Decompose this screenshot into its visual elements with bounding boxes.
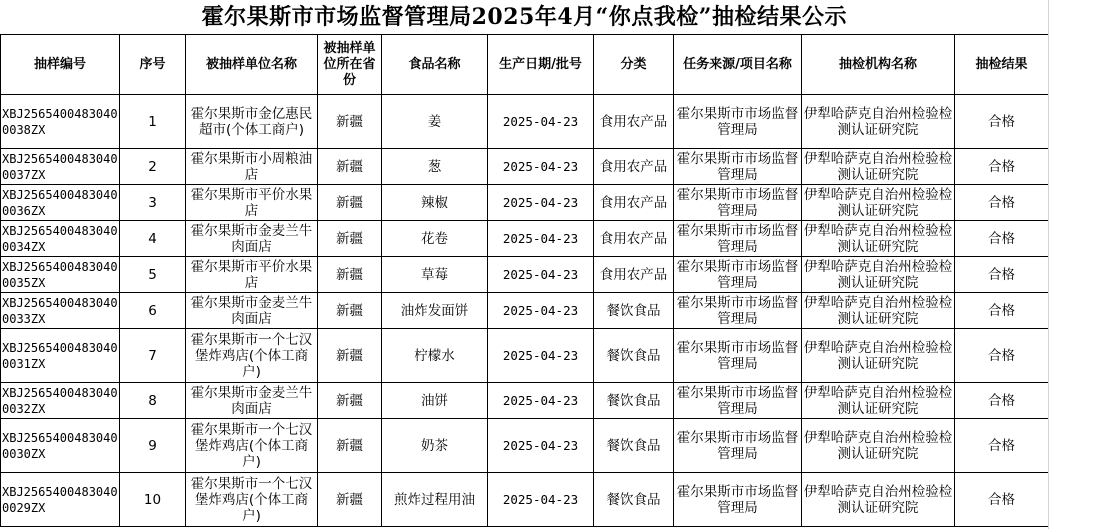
cell-unit-name: 霍尔果斯市一个七汉堡炸鸡店(个体工商户)	[186, 329, 318, 383]
cell-production-date: 2025-04-23	[488, 329, 594, 383]
cell-province: 新疆	[318, 383, 382, 419]
cell-agency: 伊犁哈萨克自治州检验检测认证研究院	[802, 293, 955, 329]
cell-unit-name: 霍尔果斯市平价水果店	[186, 185, 318, 221]
cell-unit-name: 霍尔果斯市金麦兰牛肉面店	[186, 293, 318, 329]
cell-province: 新疆	[318, 419, 382, 473]
cell-agency: 伊犁哈萨克自治州检验检测认证研究院	[802, 221, 955, 257]
cell-category: 餐饮食品	[594, 419, 674, 473]
cell-sample-code: XBJ25654004830400038ZX	[1, 95, 120, 149]
cell-seq: 4	[120, 221, 186, 257]
cell-task-source: 霍尔果斯市市场监督管理局	[674, 257, 802, 293]
cell-unit-name: 霍尔果斯市金麦兰牛肉面店	[186, 221, 318, 257]
cell-seq: 1	[120, 95, 186, 149]
cell-category: 餐饮食品	[594, 329, 674, 383]
cell-province: 新疆	[318, 221, 382, 257]
cell-seq: 6	[120, 293, 186, 329]
header-row	[1, 35, 1049, 95]
cell-sample-code: XBJ25654004830400035ZX	[1, 257, 120, 293]
cell-result: 合格	[955, 185, 1049, 221]
cell-food-name: 柠檬水	[382, 329, 488, 383]
cell-food-name: 辣椒	[382, 185, 488, 221]
table-row	[1, 95, 1049, 149]
cell-province: 新疆	[318, 329, 382, 383]
cell-agency: 伊犁哈萨克自治州检验检测认证研究院	[802, 95, 955, 149]
cell-result: 合格	[955, 149, 1049, 185]
table-row	[1, 473, 1049, 527]
cell-result: 合格	[955, 95, 1049, 149]
table-row	[1, 293, 1049, 329]
header-seq: 序号	[120, 35, 186, 95]
header-category: 分类	[594, 35, 674, 95]
cell-sample-code: XBJ25654004830400034ZX	[1, 221, 120, 257]
cell-task-source: 霍尔果斯市市场监督管理局	[674, 149, 802, 185]
header-task-source: 任务来源/项目名称	[674, 35, 802, 95]
cell-category: 食用农产品	[594, 149, 674, 185]
cell-category: 餐饮食品	[594, 293, 674, 329]
cell-production-date: 2025-04-23	[488, 293, 594, 329]
empty-sheet-area	[1048, 0, 1118, 529]
cell-production-date: 2025-04-23	[488, 419, 594, 473]
cell-agency: 伊犁哈萨克自治州检验检测认证研究院	[802, 185, 955, 221]
cell-task-source: 霍尔果斯市市场监督管理局	[674, 329, 802, 383]
table-row	[1, 383, 1049, 419]
cell-food-name: 油炸发面饼	[382, 293, 488, 329]
cell-unit-name: 霍尔果斯市一个七汉堡炸鸡店(个体工商户)	[186, 419, 318, 473]
cell-task-source: 霍尔果斯市市场监督管理局	[674, 419, 802, 473]
cell-agency: 伊犁哈萨克自治州检验检测认证研究院	[802, 149, 955, 185]
cell-task-source: 霍尔果斯市市场监督管理局	[674, 293, 802, 329]
cell-unit-name: 霍尔果斯市金亿惠民超市(个体工商户)	[186, 95, 318, 149]
cell-agency: 伊犁哈萨克自治州检验检测认证研究院	[802, 419, 955, 473]
table-row	[1, 185, 1049, 221]
cell-unit-name: 霍尔果斯市平价水果店	[186, 257, 318, 293]
cell-province: 新疆	[318, 257, 382, 293]
cell-category: 食用农产品	[594, 95, 674, 149]
cell-production-date: 2025-04-23	[488, 149, 594, 185]
cell-sample-code: XBJ25654004830400032ZX	[1, 383, 120, 419]
cell-result: 合格	[955, 473, 1049, 527]
header-unit-name: 被抽样单位名称	[186, 35, 318, 95]
header-sample-code: 抽样编号	[1, 35, 120, 95]
cell-seq: 7	[120, 329, 186, 383]
cell-result: 合格	[955, 419, 1049, 473]
cell-seq: 3	[120, 185, 186, 221]
cell-province: 新疆	[318, 293, 382, 329]
cell-unit-name: 霍尔果斯市小周粮油店	[186, 149, 318, 185]
cell-seq: 2	[120, 149, 186, 185]
cell-category: 食用农产品	[594, 185, 674, 221]
cell-sample-code: XBJ25654004830400029ZX	[1, 473, 120, 527]
cell-province: 新疆	[318, 473, 382, 527]
cell-production-date: 2025-04-23	[488, 95, 594, 149]
cell-production-date: 2025-04-23	[488, 473, 594, 527]
header-result: 抽检结果	[955, 35, 1049, 95]
table-row	[1, 419, 1049, 473]
cell-province: 新疆	[318, 185, 382, 221]
cell-seq: 9	[120, 419, 186, 473]
header-agency: 抽检机构名称	[802, 35, 955, 95]
cell-province: 新疆	[318, 95, 382, 149]
cell-category: 餐饮食品	[594, 383, 674, 419]
cell-result: 合格	[955, 221, 1049, 257]
cell-result: 合格	[955, 329, 1049, 383]
cell-unit-name: 霍尔果斯市金麦兰牛肉面店	[186, 383, 318, 419]
cell-result: 合格	[955, 383, 1049, 419]
header-food-name: 食品名称	[382, 35, 488, 95]
cell-food-name: 花卷	[382, 221, 488, 257]
cell-agency: 伊犁哈萨克自治州检验检测认证研究院	[802, 473, 955, 527]
cell-agency: 伊犁哈萨克自治州检验检测认证研究院	[802, 257, 955, 293]
table-row	[1, 329, 1049, 383]
cell-category: 餐饮食品	[594, 473, 674, 527]
cell-food-name: 奶茶	[382, 419, 488, 473]
cell-category: 食用农产品	[594, 257, 674, 293]
cell-production-date: 2025-04-23	[488, 257, 594, 293]
cell-province: 新疆	[318, 149, 382, 185]
cell-sample-code: XBJ25654004830400030ZX	[1, 419, 120, 473]
table-row	[1, 257, 1049, 293]
cell-seq: 8	[120, 383, 186, 419]
cell-result: 合格	[955, 293, 1049, 329]
cell-task-source: 霍尔果斯市市场监督管理局	[674, 383, 802, 419]
cell-food-name: 葱	[382, 149, 488, 185]
cell-task-source: 霍尔果斯市市场监督管理局	[674, 185, 802, 221]
cell-food-name: 草莓	[382, 257, 488, 293]
cell-sample-code: XBJ25654004830400033ZX	[1, 293, 120, 329]
cell-sample-code: XBJ25654004830400036ZX	[1, 185, 120, 221]
cell-task-source: 霍尔果斯市市场监督管理局	[674, 473, 802, 527]
table-row	[1, 221, 1049, 257]
header-province: 被抽样单位所在省份	[318, 35, 382, 95]
cell-sample-code: XBJ25654004830400031ZX	[1, 329, 120, 383]
cell-sample-code: XBJ25654004830400037ZX	[1, 149, 120, 185]
cell-production-date: 2025-04-23	[488, 383, 594, 419]
cell-task-source: 霍尔果斯市市场监督管理局	[674, 95, 802, 149]
cell-agency: 伊犁哈萨克自治州检验检测认证研究院	[802, 383, 955, 419]
cell-production-date: 2025-04-23	[488, 221, 594, 257]
cell-agency: 伊犁哈萨克自治州检验检测认证研究院	[802, 329, 955, 383]
cell-food-name: 油饼	[382, 383, 488, 419]
cell-production-date: 2025-04-23	[488, 185, 594, 221]
header-production-date: 生产日期/批号	[488, 35, 594, 95]
cell-seq: 5	[120, 257, 186, 293]
cell-task-source: 霍尔果斯市市场监督管理局	[674, 221, 802, 257]
cell-seq: 10	[120, 473, 186, 527]
cell-unit-name: 霍尔果斯市一个七汉堡炸鸡店(个体工商户)	[186, 473, 318, 527]
cell-category: 食用农产品	[594, 221, 674, 257]
cell-result: 合格	[955, 257, 1049, 293]
cell-food-name: 姜	[382, 95, 488, 149]
sheet-title: 霍尔果斯市市场监督管理局2025年4月“你点我检”抽检结果公示	[1, 0, 1049, 35]
table-row	[1, 149, 1049, 185]
cell-food-name: 煎炸过程用油	[382, 473, 488, 527]
